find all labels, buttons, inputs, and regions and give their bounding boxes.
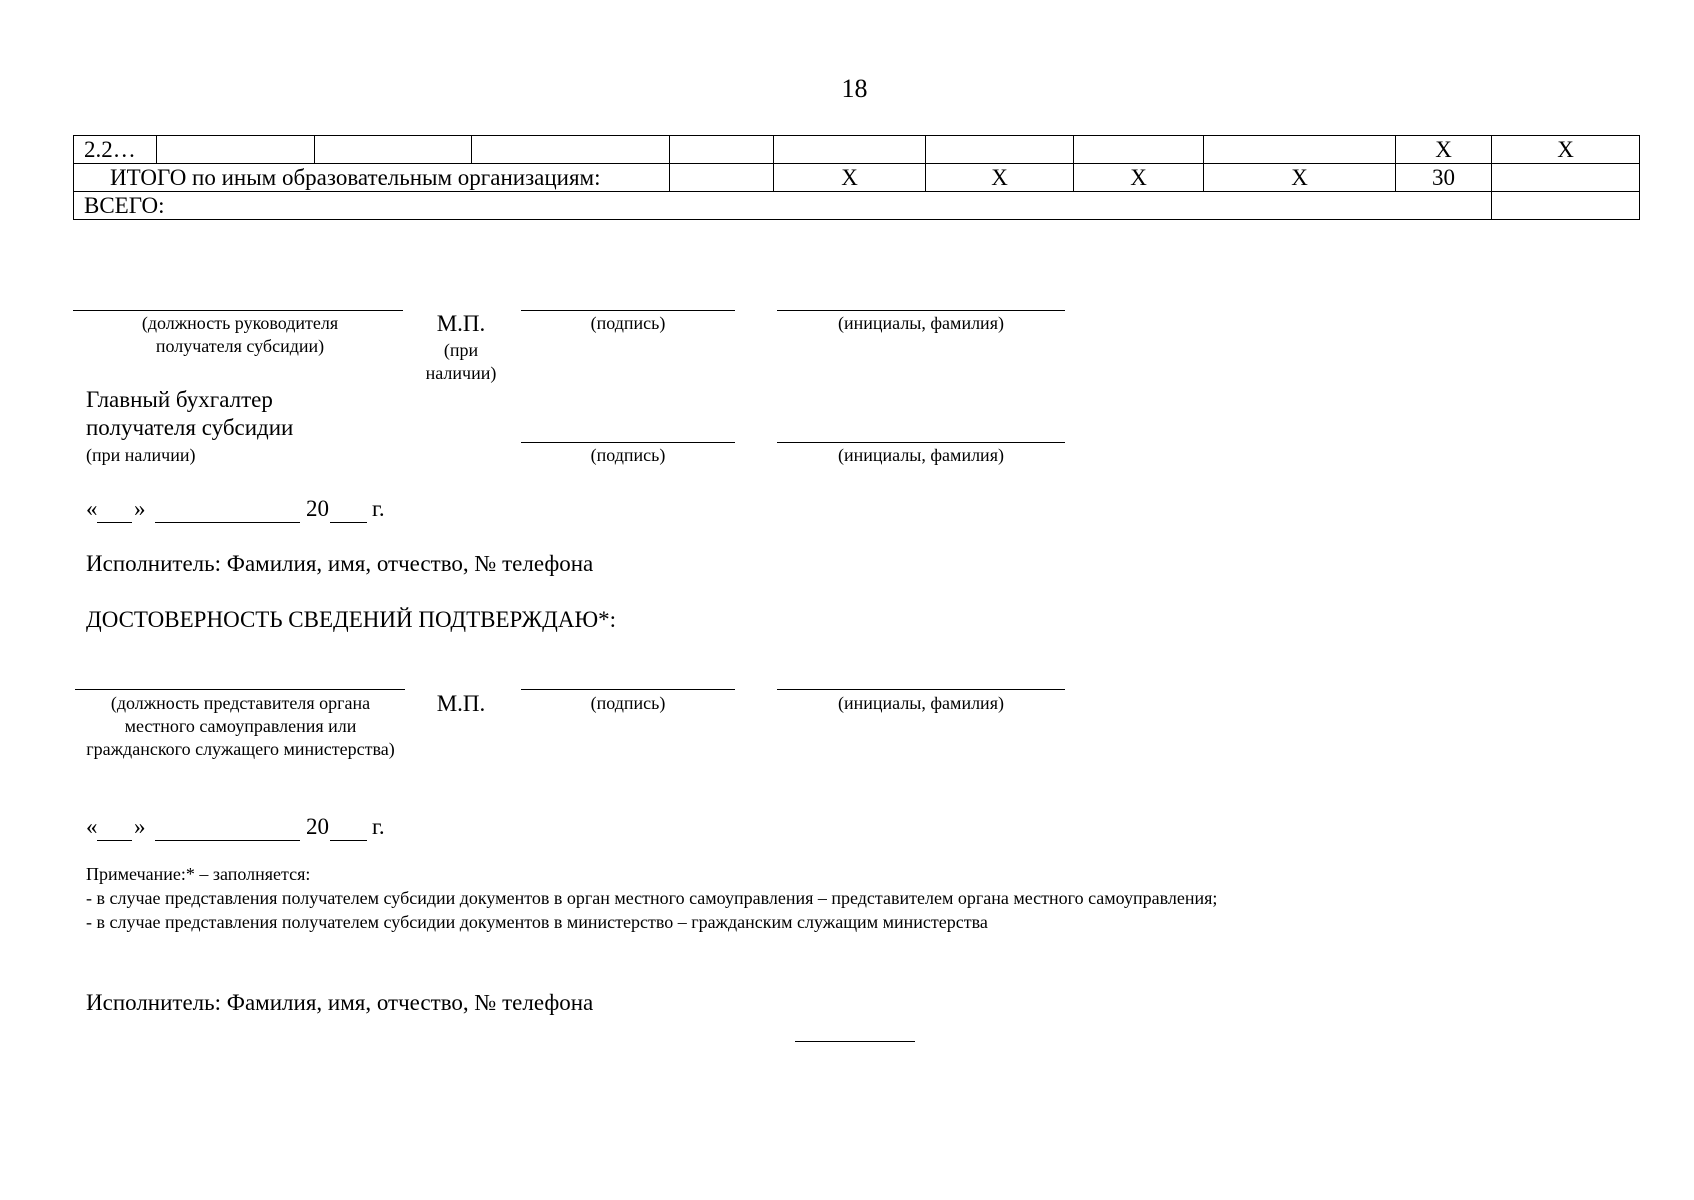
representative-position-caption: (должность представителя органа местного самоуправления или гражданского служащего министерства)	[86, 693, 395, 759]
table-cell	[1492, 164, 1640, 192]
table-cell	[774, 136, 926, 164]
position-caption: (должность руководителя получателя субсидии)	[141, 313, 339, 356]
table-cell	[670, 136, 774, 164]
accountant-name-caption: (инициалы, фамилия)	[838, 445, 1004, 465]
confirmation-heading: ДОСТОВЕРНОСТЬ СВЕДЕНИЙ ПОДТВЕРЖДАЮ*:	[86, 607, 616, 632]
note-line-2: - в случае представления получателем субсидии документов в министерство – гражданским служащим министерства	[86, 912, 988, 932]
table-cell: X	[774, 164, 926, 192]
stamp-note: (при наличии)	[425, 340, 497, 383]
year-prefix: 20	[306, 496, 329, 521]
representative-name-line	[777, 689, 1065, 690]
table-cell	[472, 136, 670, 164]
executor-line: Исполнитель: Фамилия, имя, отчество, № телефона	[86, 990, 594, 1015]
executor-line: Исполнитель: Фамилия, имя, отчество, № телефона	[86, 551, 594, 576]
chief-accountant-title-line2: получателя субсидии	[86, 415, 294, 440]
table-cell: X	[1074, 164, 1204, 192]
table-cell: X	[1396, 136, 1492, 164]
representative-name-caption: (инициалы, фамилия)	[838, 693, 1004, 713]
table-cell	[1492, 192, 1640, 220]
date-close-quote: »	[134, 814, 146, 839]
month-blank	[155, 522, 300, 523]
year-blank	[330, 840, 367, 841]
table-cell	[157, 136, 315, 164]
table-cell	[315, 136, 472, 164]
table-row	[74, 136, 1640, 164]
page-number: 18	[841, 74, 868, 103]
note-line-1: - в случае представления получателем субсидии документов в орган местного самоуправления – представителем органа местного самоуправления;	[86, 888, 1218, 908]
date-open-quote: «	[86, 496, 98, 521]
table-cell: X	[1492, 136, 1640, 164]
chief-accountant-note: (при наличии)	[86, 445, 196, 465]
representative-signature-line	[521, 689, 735, 690]
year-blank	[330, 522, 367, 523]
table-cell	[1204, 136, 1396, 164]
date-close-quote: »	[134, 496, 146, 521]
table-cell	[670, 164, 774, 192]
year-prefix: 20	[306, 814, 329, 839]
signature-caption: (подпись)	[590, 313, 666, 333]
representative-signature-caption: (подпись)	[590, 693, 666, 713]
table-cell: X	[1204, 164, 1396, 192]
table-cell: 2.2…	[74, 136, 157, 164]
table-cell	[926, 136, 1074, 164]
accountant-signature-line	[521, 442, 735, 443]
date-open-quote: «	[86, 814, 98, 839]
table-row-total	[74, 192, 1640, 220]
year-suffix: г.	[372, 496, 385, 521]
stamp-label: М.П.	[436, 311, 486, 336]
accountant-name-line	[777, 442, 1065, 443]
month-blank	[155, 840, 300, 841]
accountant-signature-caption: (подпись)	[590, 445, 666, 465]
chief-accountant-title-line1: Главный бухгалтер	[86, 387, 273, 412]
name-caption: (инициалы, фамилия)	[838, 313, 1004, 333]
position-line	[73, 310, 403, 311]
table-cell	[1074, 136, 1204, 164]
day-blank	[97, 840, 132, 841]
table-cell: 30	[1396, 164, 1492, 192]
table-cell: X	[926, 164, 1074, 192]
table-row-subtotal	[74, 164, 1640, 192]
day-blank	[97, 522, 132, 523]
signature-line	[521, 310, 735, 311]
note-title: Примечание:* – заполняется:	[86, 864, 311, 884]
year-suffix: г.	[372, 814, 385, 839]
summary-table	[73, 135, 1640, 220]
representative-position-line	[75, 689, 405, 690]
name-line	[777, 310, 1065, 311]
stamp-label: М.П.	[436, 691, 486, 716]
subtotal-label: ИТОГО по иным образовательным организациям:	[74, 164, 670, 192]
end-divider	[795, 1041, 915, 1042]
total-label: ВСЕГО:	[74, 192, 1492, 220]
